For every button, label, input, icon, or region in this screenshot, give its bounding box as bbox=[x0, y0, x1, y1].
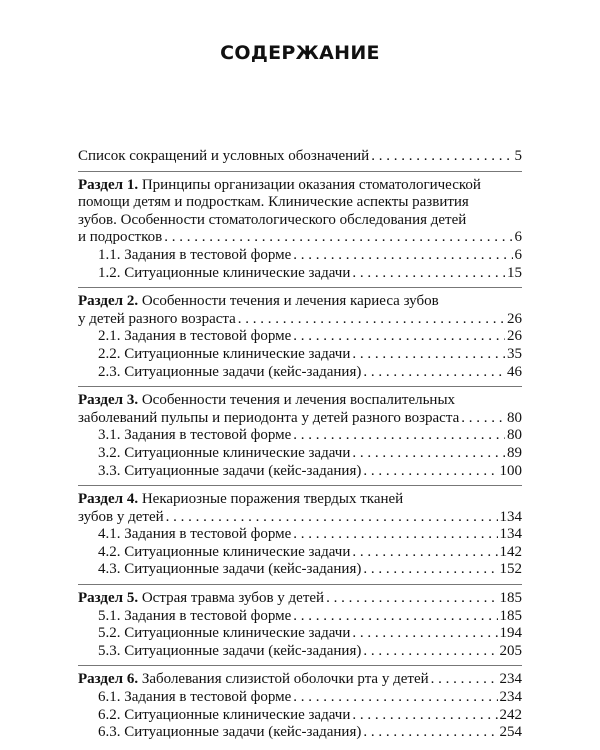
toc-subentry[interactable] bbox=[78, 463, 522, 481]
toc-subentry[interactable] bbox=[78, 724, 522, 742]
page-number: 152 bbox=[499, 561, 522, 578]
dot-leader bbox=[461, 410, 505, 428]
entry-text: 2.2. Ситуационные клинические задачи bbox=[98, 345, 351, 362]
page-number: 234 bbox=[499, 671, 522, 688]
dot-leader bbox=[363, 643, 497, 661]
section-label: Раздел 4. bbox=[78, 491, 139, 508]
toc-subentry[interactable] bbox=[78, 643, 522, 661]
dot-leader bbox=[293, 608, 497, 626]
dot-leader bbox=[431, 671, 498, 689]
toc-entry-abbreviations[interactable] bbox=[78, 148, 522, 166]
toc-subentry[interactable] bbox=[78, 608, 522, 626]
page-number: 254 bbox=[499, 724, 522, 741]
separator bbox=[78, 287, 522, 288]
page-number: 80 bbox=[507, 427, 522, 444]
page-number: 234 bbox=[499, 689, 522, 706]
page-number: 80 bbox=[507, 409, 522, 426]
section-label: Раздел 5. bbox=[78, 590, 139, 607]
page-number: 134 bbox=[499, 508, 522, 525]
dot-leader bbox=[352, 346, 505, 364]
section-heading-line[interactable] bbox=[78, 293, 522, 311]
entry-text: 6.3. Ситуационные задачи (кейс-задания) bbox=[98, 724, 362, 741]
separator bbox=[78, 665, 522, 666]
dot-leader bbox=[238, 311, 505, 329]
page-number: 100 bbox=[499, 462, 522, 479]
section-4 bbox=[78, 491, 522, 579]
dot-leader bbox=[293, 247, 512, 265]
entry-text: и подростков bbox=[78, 229, 163, 246]
entry-text: зубов у детей bbox=[78, 508, 164, 525]
page-title: СОДЕРЖАНИЕ bbox=[220, 42, 380, 64]
toc-subentry[interactable] bbox=[78, 561, 522, 579]
dot-leader bbox=[293, 526, 497, 544]
page-number: 6 bbox=[514, 246, 522, 263]
toc-subentry[interactable] bbox=[78, 247, 522, 265]
toc-subentry[interactable] bbox=[78, 265, 522, 283]
page-number: 6 bbox=[514, 229, 522, 246]
entry-text: 4.3. Ситуационные задачи (кейс-задания) bbox=[98, 561, 362, 578]
page-number: 46 bbox=[507, 363, 522, 380]
entry-text: 5.2. Ситуационные клинические задачи bbox=[98, 625, 351, 642]
entry-text: 2.3. Ситуационные задачи (кейс-задания) bbox=[98, 363, 362, 380]
section-title-line: Особенности течения и лечения воспалительных bbox=[141, 392, 456, 409]
separator bbox=[78, 485, 522, 486]
toc-subentry[interactable] bbox=[78, 445, 522, 463]
entry-text: Список сокращений и условных обозначений bbox=[78, 148, 370, 164]
toc-subentry[interactable] bbox=[78, 364, 522, 382]
dot-leader bbox=[363, 561, 497, 579]
entry-text: заболеваний пульпы и периодонта у детей разного возраста bbox=[78, 409, 460, 426]
page-number: 26 bbox=[507, 328, 522, 345]
toc-subentry[interactable] bbox=[78, 526, 522, 544]
dot-leader bbox=[363, 724, 497, 742]
toc-subentry[interactable] bbox=[78, 625, 522, 643]
entry-text: 1.2. Ситуационные клинические задачи bbox=[98, 264, 351, 281]
dot-leader bbox=[352, 265, 505, 283]
section-title-line: Особенности течения и лечения кариеса зубов bbox=[141, 293, 439, 310]
page-number: 242 bbox=[499, 706, 522, 723]
section-heading-line[interactable] bbox=[78, 177, 522, 195]
page-number: 35 bbox=[507, 345, 522, 362]
page-number: 194 bbox=[499, 625, 522, 642]
section-final-line[interactable] bbox=[78, 410, 522, 428]
section-label: Раздел 6. bbox=[78, 671, 139, 688]
separator bbox=[78, 171, 522, 172]
entry-text: 4.1. Задания в тестовой форме bbox=[98, 526, 292, 543]
entry-text: 6.1. Задания в тестовой форме bbox=[98, 689, 292, 706]
section-title-line: зубов. Особенности стоматологического обследования детей bbox=[78, 211, 467, 228]
section-title-line: Заболевания слизистой оболочки рта у детей bbox=[141, 671, 429, 688]
page-number: 26 bbox=[507, 310, 522, 327]
toc-subentry[interactable] bbox=[78, 328, 522, 346]
entry-text bbox=[78, 671, 429, 689]
dot-leader bbox=[352, 625, 497, 643]
dot-leader bbox=[164, 229, 512, 247]
dot-leader bbox=[363, 364, 505, 382]
separator bbox=[78, 584, 522, 585]
separator bbox=[78, 386, 522, 387]
dot-leader bbox=[293, 328, 505, 346]
toc-subentry[interactable] bbox=[78, 689, 522, 707]
toc-subentry[interactable] bbox=[78, 707, 522, 725]
entry-text: 5.1. Задания в тестовой форме bbox=[98, 607, 292, 624]
section-2 bbox=[78, 293, 522, 381]
entry-text: 5.3. Ситуационные задачи (кейс-задания) bbox=[98, 642, 362, 659]
section-3 bbox=[78, 392, 522, 480]
section-final-line[interactable] bbox=[78, 229, 522, 247]
section-heading-line[interactable] bbox=[78, 491, 522, 509]
page-number: 185 bbox=[499, 590, 522, 607]
entry-text: 1.1. Задания в тестовой форме bbox=[98, 246, 292, 263]
dot-leader bbox=[293, 427, 505, 445]
page-number: 5 bbox=[514, 148, 522, 164]
dot-leader bbox=[166, 509, 498, 527]
dot-leader bbox=[352, 544, 497, 562]
entry-text: 3.1. Задания в тестовой форме bbox=[98, 427, 292, 444]
page-number: 205 bbox=[499, 642, 522, 659]
section-1 bbox=[78, 177, 522, 283]
section-title-line: помощи детям и подросткам. Клинические аспекты развития bbox=[78, 194, 469, 211]
dot-leader bbox=[326, 590, 497, 608]
dot-leader bbox=[352, 445, 505, 463]
section-final-line[interactable] bbox=[78, 311, 522, 329]
page-number: 185 bbox=[499, 607, 522, 624]
page-number: 89 bbox=[507, 444, 522, 461]
section-title-line: Некариозные поражения твердых тканей bbox=[141, 491, 404, 508]
toc-subentry[interactable] bbox=[78, 346, 522, 364]
table-of-contents bbox=[78, 148, 522, 742]
entry-text bbox=[78, 590, 324, 608]
toc-subentry[interactable] bbox=[78, 427, 522, 445]
page-number: 134 bbox=[499, 526, 522, 543]
section-6 bbox=[78, 671, 522, 741]
dot-leader bbox=[352, 707, 497, 725]
section-5 bbox=[78, 590, 522, 660]
section-label: Раздел 1. bbox=[78, 176, 139, 193]
entry-text: 6.2. Ситуационные клинические задачи bbox=[98, 706, 351, 723]
dot-leader bbox=[371, 148, 512, 166]
page-number: 15 bbox=[507, 264, 522, 281]
entry-text: 4.2. Ситуационные клинические задачи bbox=[98, 543, 351, 560]
dot-leader bbox=[363, 463, 497, 481]
section-final-line[interactable] bbox=[78, 509, 522, 527]
section-label: Раздел 3. bbox=[78, 392, 139, 409]
page-number: 142 bbox=[499, 543, 522, 560]
toc-subentry[interactable] bbox=[78, 544, 522, 562]
dot-leader bbox=[293, 689, 497, 707]
section-final-line[interactable] bbox=[78, 590, 522, 608]
section-title-line: Принципы организации оказания стоматологической bbox=[141, 176, 481, 193]
entry-text: 3.3. Ситуационные задачи (кейс-задания) bbox=[98, 462, 362, 479]
entry-text: 2.1. Задания в тестовой форме bbox=[98, 328, 292, 345]
section-label: Раздел 2. bbox=[78, 293, 139, 310]
entry-text: 3.2. Ситуационные клинические задачи bbox=[98, 444, 351, 461]
section-title-line: Острая травма зубов у детей bbox=[141, 590, 325, 607]
entry-text: у детей разного возраста bbox=[78, 310, 236, 327]
section-final-line[interactable] bbox=[78, 671, 522, 689]
section-heading-line[interactable] bbox=[78, 392, 522, 410]
